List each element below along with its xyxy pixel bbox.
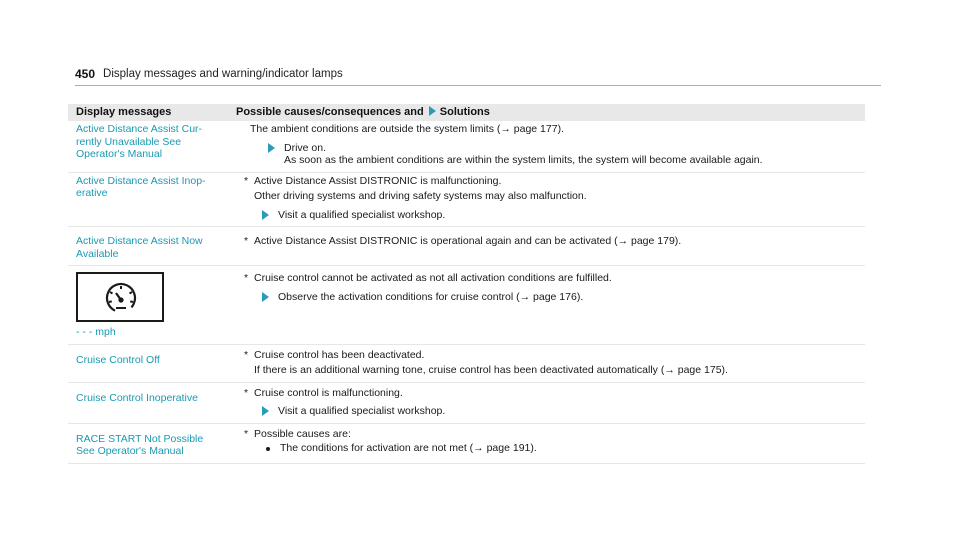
cause-cell <box>228 423 865 463</box>
display-message-cell <box>68 382 228 423</box>
display-message-line: Active Distance Assist Cur- <box>76 123 203 135</box>
cause-text: Active Distance Assist DISTRONIC is operational again and can be activated (→ page 179). <box>254 235 682 247</box>
display-message-line: RACE START Not Possible <box>76 432 204 445</box>
asterisk-symbol: * <box>244 386 249 399</box>
cause-text: Cruise control is malfunctioning. <box>254 386 403 399</box>
solution-step <box>244 291 857 304</box>
solution-detail: As soon as the ambient conditions are within the system limits, the system will become available again. <box>284 154 763 166</box>
table-row <box>68 344 865 382</box>
solution-step <box>244 405 857 418</box>
solution-text: Visit a qualified specialist workshop. <box>278 405 446 417</box>
table-row <box>68 121 865 172</box>
solution-step <box>250 142 857 167</box>
table-row <box>68 172 865 227</box>
display-message-cell <box>68 172 228 227</box>
display-messages-table <box>68 104 865 464</box>
cause-text: If there is an additional warning tone, cruise control has been deactivated automatically (→ page 175). <box>254 364 728 376</box>
cause-text: Active Distance Assist DISTRONIC is malfunctioning. <box>254 174 502 187</box>
speedometer-symbol-box <box>76 272 164 322</box>
asterisk-symbol: * <box>244 235 249 247</box>
play-arrow-icon <box>429 106 436 116</box>
display-message-cell <box>68 266 228 345</box>
display-message-cell <box>68 423 228 463</box>
asterisk-symbol: * <box>244 427 249 440</box>
cause-cell <box>228 344 865 382</box>
column-header-causes-solutions <box>228 104 865 121</box>
play-arrow-icon <box>268 143 275 153</box>
display-message-line: Cruise Control Off <box>76 353 160 366</box>
asterisk-symbol: * <box>244 174 249 187</box>
table-row <box>68 266 865 345</box>
play-arrow-icon <box>262 406 269 416</box>
page-header <box>75 68 881 86</box>
cause-cell <box>228 266 865 345</box>
solution-text: Drive on. <box>284 141 327 154</box>
display-message-cell <box>68 344 228 382</box>
solution-text: Observe the activation conditions for cruise control (→ page 176). <box>278 290 584 303</box>
display-message-line: rently Unavailable See <box>76 135 182 148</box>
speed-readout: - - - mph <box>76 326 116 338</box>
cause-cell <box>228 227 865 266</box>
display-message-line: Active Distance Assist Now <box>76 235 203 247</box>
column-header-causes-label: Possible causes/consequences and <box>236 106 424 118</box>
column-header-display-messages: Display messages <box>68 104 228 121</box>
table-row <box>68 382 865 423</box>
cause-cell <box>228 121 865 172</box>
cause-text: Cruise control has been deactivated. <box>254 348 425 361</box>
display-message-line: Available <box>76 247 119 260</box>
cause-text: The ambient conditions are outside the system limits (→ page 177). <box>250 123 564 135</box>
asterisk-symbol: * <box>244 272 249 284</box>
cause-text: Other driving systems and driving safety systems may also malfunction. <box>254 190 587 202</box>
cause-text: Cruise control cannot be activated as not all activation conditions are fulfilled. <box>254 272 612 284</box>
play-arrow-icon <box>262 210 269 220</box>
cause-cell <box>228 172 865 227</box>
asterisk-symbol: * <box>244 348 249 361</box>
bullet-text: The conditions for activation are not met (→ page 191). <box>280 442 537 454</box>
bullet-item <box>244 442 857 455</box>
page-title: Display messages and warning/indicator lamps <box>103 68 343 80</box>
cause-cell <box>228 382 865 423</box>
table-row <box>68 423 865 463</box>
cause-text: Possible causes are: <box>254 427 351 440</box>
display-message-line: erative <box>76 187 108 199</box>
display-message-line: See Operator's Manual <box>76 445 184 457</box>
display-message-line: Cruise Control Inoperative <box>76 391 198 404</box>
display-message-line: Operator's Manual <box>76 148 163 160</box>
display-message-cell <box>68 121 228 172</box>
display-message-line: Active Distance Assist Inop- <box>76 174 206 187</box>
table-row <box>68 227 865 266</box>
page-number: 450 <box>75 67 96 81</box>
bullet-icon <box>266 447 270 451</box>
solution-text: Visit a qualified specialist workshop. <box>278 208 446 221</box>
play-arrow-icon <box>262 292 269 302</box>
solution-step <box>244 209 857 222</box>
speedometer-icon <box>103 280 139 316</box>
table-header-row <box>68 104 865 121</box>
display-message-cell <box>68 227 228 266</box>
column-header-solutions-label: Solutions <box>439 106 490 118</box>
